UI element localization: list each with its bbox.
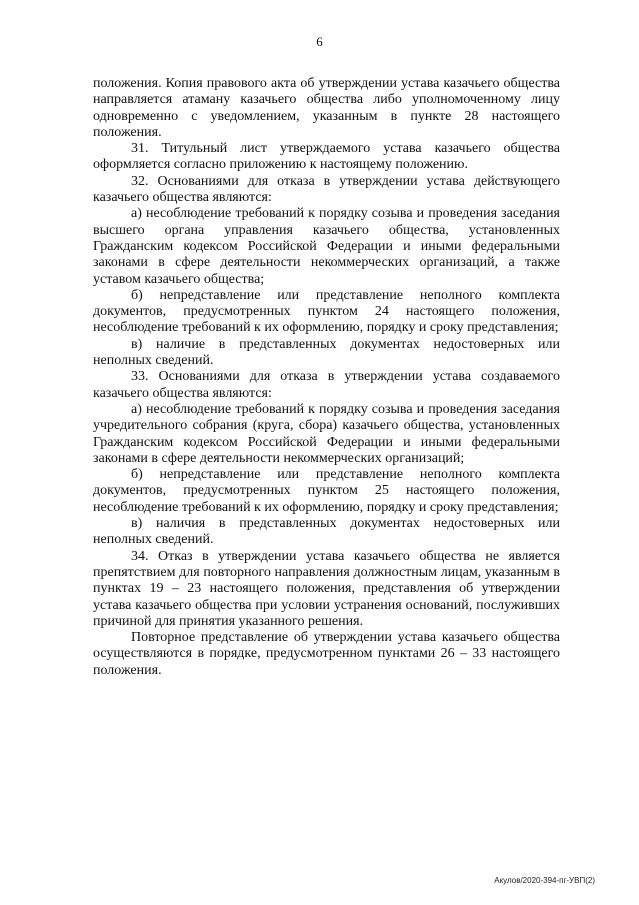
- paragraph-item-33-b: б) непредставление или представление неполного комплекта документов, предусмотренных пунктом 25 настоящего положения, несоблюдение требований к их оформлению, порядку и сроку представления;: [93, 467, 560, 515]
- document-body: [93, 76, 560, 679]
- paragraph-item-32-a: а) несоблюдение требований к порядку созыва и проведения заседания высшего органа управления казачьего общества, установленных Гражданским кодексом Российской Федерации и иными федеральными законами в сфере деятельности некоммерческих организаций, а также уставом казачьего общества;: [93, 206, 560, 287]
- paragraph-item-33: 33. Основаниями для отказа в утверждении устава создаваемого казачьего общества являются:: [93, 369, 560, 401]
- page-number: 6: [316, 34, 323, 49]
- paragraph-item-34: 34. Отказ в утверждении устава казачьего общества не является препятствием для повторного направления должностным лицам, указанным в пунктах 19 – 23 настоящего положения, представления об утверждении устава казачьего общества при условии устранения оснований, послуживших причиной для принятия указанного решения.: [93, 548, 560, 629]
- paragraph-item-32-v: в) наличие в представленных документах недостоверных или неполных сведений.: [93, 336, 560, 369]
- paragraph-resubmission: Повторное представление об утверждении устава казачьего общества осуществляются в порядке, предусмотренном пунктами 26 – 33 настоящего положения.: [93, 630, 560, 678]
- paragraph-item-32-b: б) непредставление или представление неполного комплекта документов, предусмотренных пунктом 24 настоящего положения, несоблюдение требований к их оформлению, порядку и сроку представления;: [93, 287, 560, 336]
- paragraph-continuation: положения. Копия правового акта об утверждении устава казачьего общества направляется атаману казачьего общества либо уполномоченному лицу одновременно с уведомлением, указанным в пункте 28 настоящего положения.: [93, 76, 560, 140]
- paragraph-item-33-v: в) наличия в представленных документах недостоверных или неполных сведений.: [93, 516, 560, 548]
- paragraph-item-33-a: а) несоблюдение требований к порядку созыва и проведения заседания учредительного собрания (круга, сбора) казачьего общества, установленных Гражданским кодексом Российской Федерации и иными федеральными законами в сфере деятельности некоммерческих организаций;: [93, 401, 560, 466]
- paragraph-item-32: 32. Основаниями для отказа в утверждении устава действующего казачьего общества являются:: [93, 173, 560, 206]
- footer-document-code: Акулов/2020-394-пг-УВП(2): [494, 876, 595, 885]
- paragraph-item-31: 31. Титульный лист утверждаемого устава казачьего общества оформляется согласно приложению к настоящему положению.: [93, 141, 560, 173]
